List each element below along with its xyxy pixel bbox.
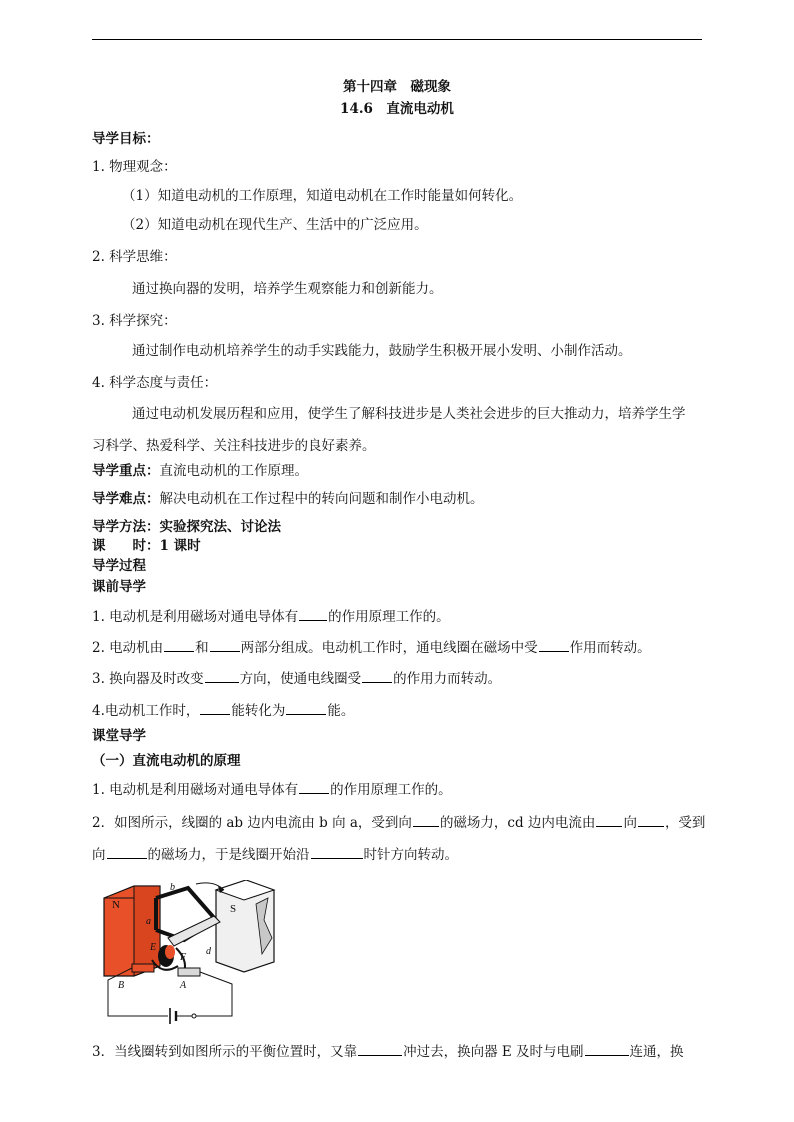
class-q2-text-e: 向 (92, 847, 106, 863)
focus-label: 导学重点： (92, 463, 160, 479)
label-b: b (170, 882, 175, 893)
class-q2-text-a: 2．如图所示，线圈的 ab 边内电流由 b 向 a，受到向 (92, 815, 412, 831)
pre-q3-text-b: 方向，使通电线圈受 (239, 671, 362, 687)
pre-q1 (92, 607, 450, 626)
class-q1 (92, 780, 452, 799)
answer-blank[interactable] (638, 813, 664, 827)
pre-q3-text-c: 的作用力而转动。 (393, 671, 502, 687)
pre-q4-text-a: 4.电动机工作时， (92, 703, 200, 719)
class-q3-text-c: 连通，换 (629, 1044, 684, 1060)
goal-2-title: 2. 科学思维： (92, 249, 177, 265)
pre-q2-text-c: 两部分组成。电动机工作时，通电线圈在磁场中受 (240, 640, 538, 656)
classroom-title: 课堂导学 (92, 728, 146, 744)
method-line: 导学方法：实验探究法、讨论法 (92, 519, 281, 535)
pre-q2 (92, 638, 651, 657)
goal-3-text: 通过制作电动机培养学生的动手实践能力，鼓励学生积极开展小发明、小制作活动。 (132, 343, 632, 359)
label-S: S (230, 903, 237, 915)
goal-4-title: 4. 科学态度与责任： (92, 375, 218, 391)
goal-1a: （1）知道电动机的工作原理，知道电动机在工作时能量如何转化。 (122, 188, 523, 204)
label-E: E (150, 942, 157, 953)
goals-title: 导学目标： (92, 131, 160, 147)
pre-q2-text-b: 和 (195, 640, 209, 656)
pre-q1-text-b: 的作用原理工作的。 (328, 609, 450, 625)
south-magnet (216, 880, 274, 972)
class-q2-text-b: 的磁场力，cd 边内电流由 (439, 815, 596, 831)
answer-blank[interactable] (286, 701, 326, 715)
process-title: 导学过程 (92, 558, 146, 574)
class-q3-text-a: 3．当线圈转到如图所示的平衡位置时，又靠 (92, 1044, 358, 1060)
pre-q3-text-a: 3. 换向器及时改变 (92, 671, 204, 687)
answer-blank[interactable] (107, 845, 147, 859)
goal-4-text-2: 习科学、热爱科学、关注科技进步的良好素养。 (92, 438, 376, 454)
label-N: N (112, 899, 120, 911)
answer-blank[interactable] (362, 669, 392, 683)
answer-blank[interactable] (200, 701, 230, 715)
class-q2-text-g: 时针方向转动。 (363, 847, 458, 863)
pre-q3 (92, 669, 501, 688)
answer-blank[interactable] (299, 607, 327, 621)
pre-q2-text-d: 作用而转动。 (569, 640, 651, 656)
focus-line (92, 462, 308, 480)
class-q3 (92, 1042, 684, 1061)
hours-label: 课 时： (92, 538, 160, 554)
answer-blank[interactable] (311, 845, 363, 859)
class-q3-text-b: 冲过去，换向器 E 及时与电刷 (403, 1044, 584, 1060)
answer-blank[interactable] (205, 669, 239, 683)
pre-q4 (92, 701, 354, 720)
goal-1b: （2）知道电动机在现代生产、生活中的广泛应用。 (122, 217, 428, 233)
answer-blank[interactable] (210, 638, 240, 652)
label-F: F (180, 952, 187, 963)
class-q2-line2 (92, 845, 458, 864)
goal-1-title: 1. 物理观念： (92, 159, 177, 175)
answer-blank[interactable] (539, 638, 569, 652)
answer-blank[interactable] (596, 813, 622, 827)
difficulty-text: 解决电动机在工作过程中的转向问题和制作小电动机。 (159, 491, 484, 507)
class-q2-line1 (92, 813, 705, 832)
chapter-title: 第十四章 磁现象 (343, 79, 451, 95)
difficulty-label: 导学难点： (92, 491, 160, 507)
pre-title: 课前导学 (92, 579, 146, 595)
section-title: 14.6 直流电动机 (340, 101, 454, 117)
hours-text: 1 课时 (159, 538, 201, 554)
class-q1-text-a: 1. 电动机是利用磁场对通电导体有 (92, 782, 299, 798)
focus-text: 直流电动机的工作原理。 (159, 463, 308, 479)
pre-q2-text-a: 2. 电动机由 (92, 640, 164, 656)
goal-4-text-1: 通过电动机发展历程和应用，使学生了解科技进步是人类社会进步的巨大推动力，培养学生学 (132, 406, 686, 422)
goal-3-title: 3. 科学探究： (92, 313, 177, 329)
goal-2-text: 通过换向器的发明，培养学生观察能力和创新能力。 (132, 281, 443, 297)
label-d: d (206, 946, 211, 957)
answer-blank[interactable] (413, 813, 439, 827)
label-a: a (146, 916, 151, 927)
switch-icon (192, 1014, 196, 1018)
class-q2-text-c: 向 (623, 815, 637, 831)
classroom-sub1: （一）直流电动机的原理 (92, 753, 241, 769)
motor-diagram (96, 880, 276, 1025)
pre-q1-text-a: 1. 电动机是利用磁场对通电导体有 (92, 609, 299, 625)
hours-line (92, 537, 201, 555)
pre-q4-text-c: 能。 (327, 703, 355, 719)
difficulty-line (92, 490, 484, 508)
answer-blank[interactable] (585, 1042, 629, 1056)
label-B: B (118, 980, 125, 991)
answer-blank[interactable] (358, 1042, 402, 1056)
class-q1-text-b: 的作用原理工作的。 (330, 782, 452, 798)
class-q2-text-f: 的磁场力，于是线圈开始沿 (147, 847, 310, 863)
class-q2-text-d: ，受到 (664, 815, 706, 831)
answer-blank[interactable] (299, 780, 329, 794)
pre-q4-text-b: 能转化为 (231, 703, 286, 719)
label-A: A (180, 980, 187, 991)
header-rule (92, 39, 702, 40)
answer-blank[interactable] (164, 638, 194, 652)
